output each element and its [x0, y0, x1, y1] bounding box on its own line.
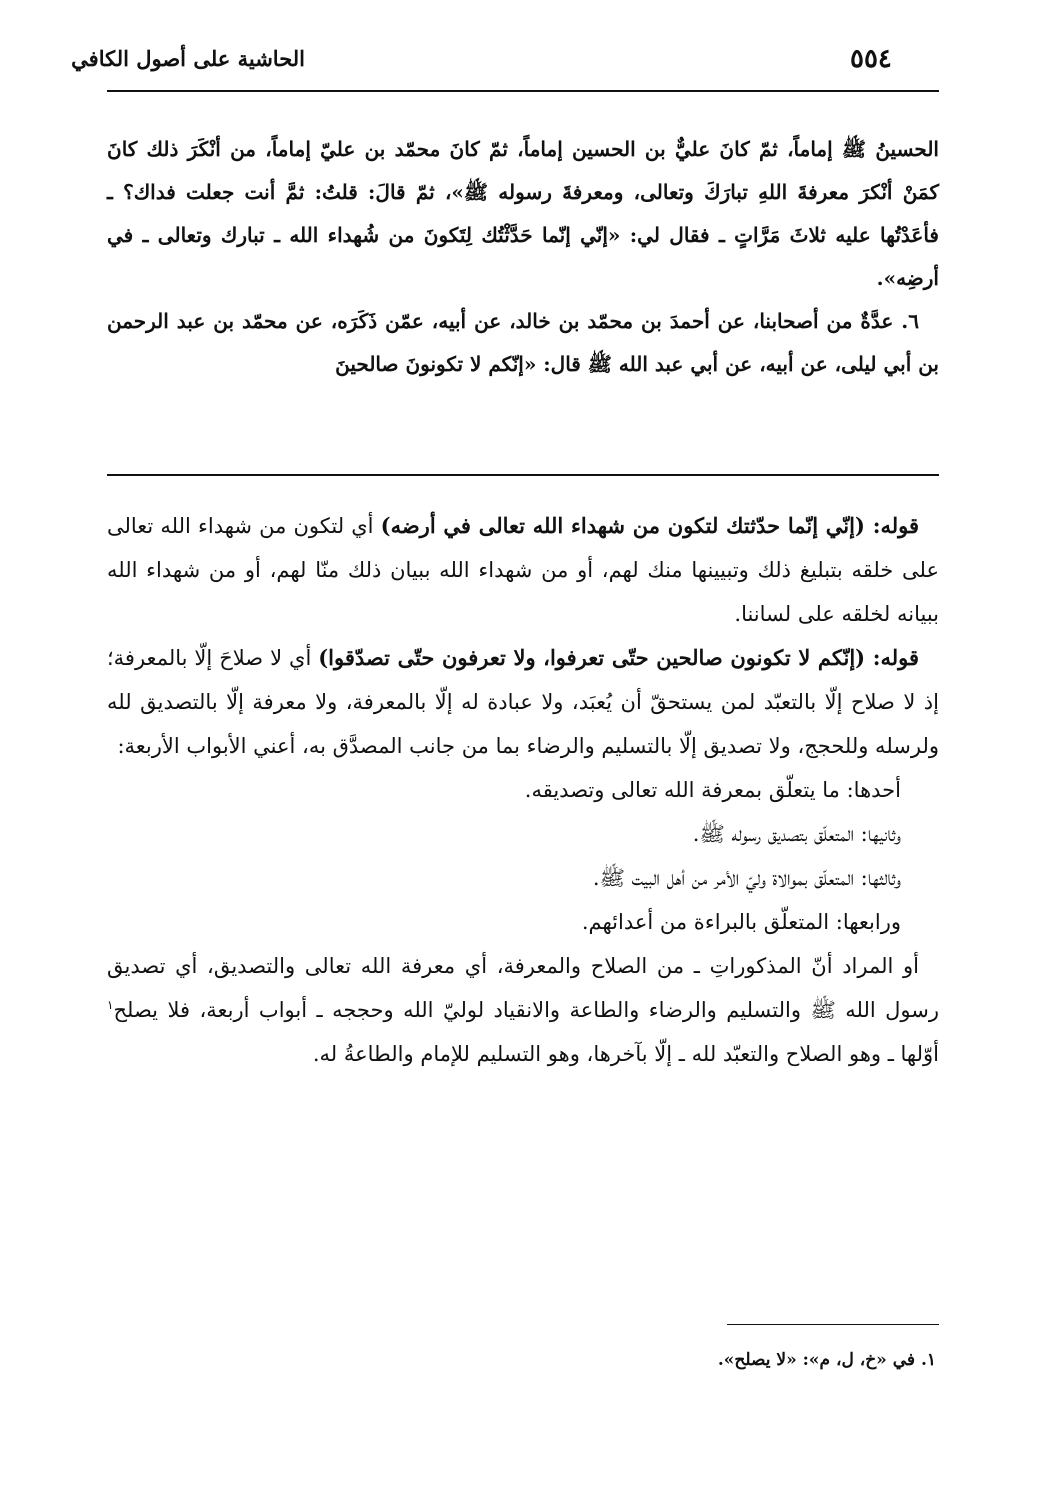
footnote-divider: [727, 1324, 939, 1325]
running-title: الحاشية على أصول الكافي: [71, 46, 305, 71]
list-item: ورابعها: المتعلّق بالبراءة من أعدائهم.: [581, 910, 901, 934]
hadith-text: [107, 128, 939, 386]
commentary-body: أي لتكون من شهداء الله تعالى على خلقه بتبليغ ذلك وتبيينها منك لهم، أو من شهداء الله ببيان ذلك منّا لهم، أو من شهداء الله ببيانه لخلقه على لساننا.: [107, 514, 939, 626]
footnote: ١. في «خ، ل، م»: «لا يصلح».: [717, 1350, 936, 1370]
list-item: وثالثها: المتعلّق بموالاة وليّ الأمر من أهل البيت ﷺ.: [592, 866, 901, 890]
list-item: وثانيها: المتعلّق بتصديق رسوله ﷺ.: [692, 822, 901, 846]
footnote-marker: ١: [107, 998, 114, 1012]
commentary-paragraph: [107, 944, 939, 1076]
section-divider: [107, 474, 939, 476]
commentary-paragraph: [107, 504, 939, 636]
list-item: أحدها: ما يتعلّق بمعرفة الله تعالى وتصديقه.: [524, 778, 901, 802]
commentary-lemma: (إنّي إنّما حدّثتك لتكون من شهداء الله تعالى في أرضه): [380, 513, 865, 538]
commentary-text: [107, 504, 939, 1076]
commentary-body: أوّلها ـ وهو الصلاح والتعبّد لله ـ إلّا بآخرها، وهو التسليم للإمام والطاعةُ له.: [312, 1042, 939, 1066]
commentary-label: قوله:: [864, 513, 920, 538]
commentary-label: قوله:: [865, 645, 920, 670]
commentary-paragraph: [107, 636, 939, 768]
commentary-body: أو المراد أنّ المذكوراتِ ـ من الصلاح والمعرفة، أي معرفة الله تعالى والتصديق، أي تصديق رسول الله ﷺ والتسليم والرضاء والطاعة والانقياد لوليّ الله وحججه ـ أبواب أربعة، فلا يصلح: [107, 954, 939, 1022]
page-number: ٥٥٤: [850, 44, 892, 74]
commentary-lemma: (إنّكم لا تكونون صالحين حتّى تعرفوا، ولا تعرفون حتّى تصدّقوا): [318, 645, 866, 670]
header-divider: [107, 90, 939, 92]
commentary-body: أي لا صلاحَ إلّا بالمعرفة؛ إذ لا صلاح إلّا بالتعبّد لمن يستحقّ أن يُعبَد، ولا عبادة له إلّا بالمعرفة، ولا معرفة إلّا بالتصديق لله ولرسله وللحجج، ولا تصديق إلّا بالتسليم والرضاء بما من جانب المصدَّق به، أعني الأبواب الأربعة:: [107, 646, 939, 758]
hadith-paragraph: ٦. عدَّةٌ من أصحابنا، عن أحمدَ بن محمّد بن خالد، عن أبيه، عمّن ذَكَرَه، عن محمّد بن عبد الرحمن بن أبي ليلى، عن أبيه، عن أبي عبد الله ﷺ قال: «إنّكم لا تكونونَ صالحينَ: [107, 309, 939, 376]
hadith-paragraph: الحسينُ ﷺ إماماً، ثمّ كانَ عليٌّ بن الحسين إماماً، ثمّ كانَ محمّد بن عليّ إماماً، من أنْكَرَ ذلك كانَ كمَنْ أنْكرَ معرفةَ اللهِ تبارَكَ وتعالى، ومعرفةَ رسوله ﷺ»، ثمّ قالَ: قلتُ: ثمَّ أنت جعلت فداك؟ ـ فأعَدْتُها عليه ثلاثَ مَرَّاتٍ ـ فقال لي: «إنّي إنّما حَدَّثْتُك لِتَكونَ من شُهداء الله ـ تبارك وتعالى ـ في أرضِه».: [107, 137, 939, 290]
